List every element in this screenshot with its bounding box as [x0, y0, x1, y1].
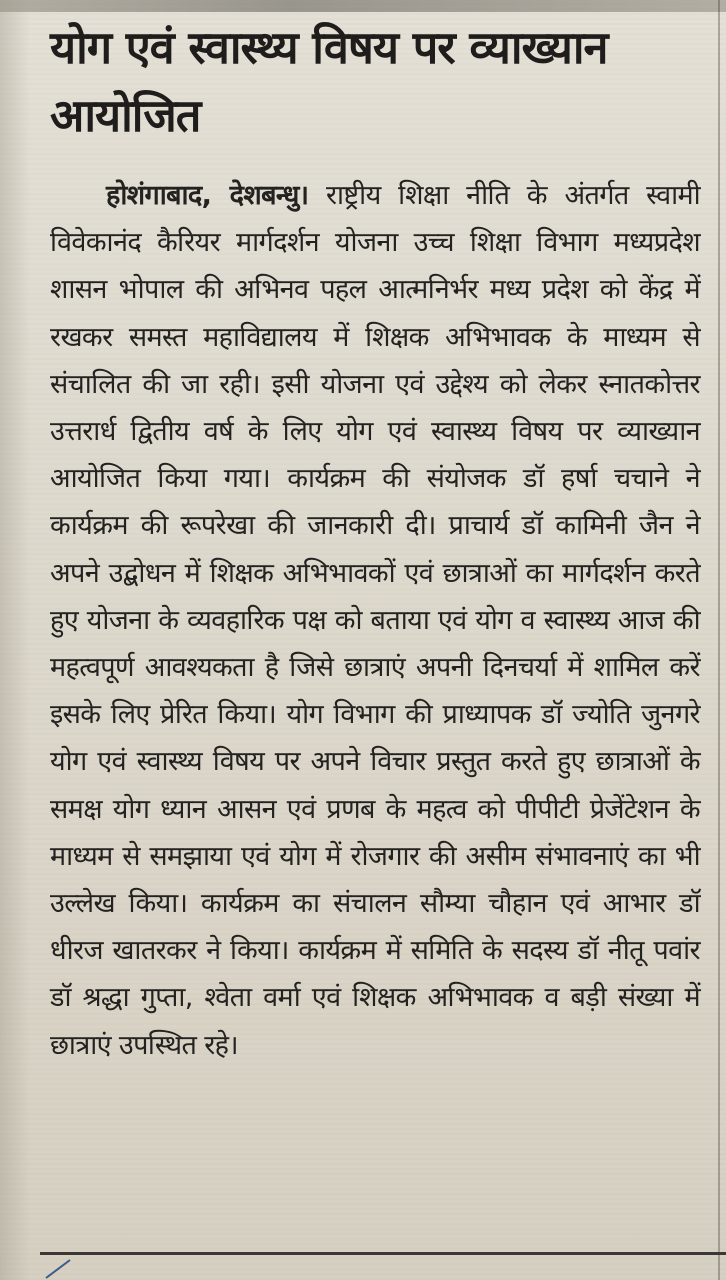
column-divider-rule: [718, 0, 720, 1280]
pen-mark-icon: [40, 1238, 100, 1280]
bottom-rule: [40, 1252, 726, 1255]
article-body-text: राष्ट्रीय शिक्षा नीति के अंतर्गत स्वामी विवेकानंद कैरियर मार्गदर्शन योजना उच्च शिक्षा विभाग मध्यप्रदेश शासन भोपाल की अभिनव पहल आत्मनिर्भर मध्य प्रदेश को केंद्र में रखकर समस्त महाविद्यालय में शिक्षक अभिभावक के माध्यम से संचालित की जा रही। इसी योजना एवं उद्देश्य को लेकर स्नातकोत्तर उत्तरार्ध द्वितीय वर्ष के लिए योग एवं स्वास्थ्य विषय पर व्याख्यान आयोजित किया गया। कार्यक्रम की संयोजक डॉ हर्षा चचाने ने कार्यक्रम की रूपरेखा की जानकारी दी। प्राचार्य डॉ कामिनी जैन ने अपने उद्बोधन में शिक्षक अभिभावकों एवं छात्राओं का मार्गदर्शन करते हुए योजना के व्यवहारिक पक्ष को बताया एवं योग व स्वास्थ्य आज की महत्वपूर्ण आवश्यकता है जिसे छात्राएं अपनी दिनचर्या में शामिल करें इसके लिए प्रेरित किया। योग विभाग की प्राध्यापक डॉ ज्योति जुनगरे योग एवं स्वास्थ्य विषय पर अपने विचार प्रस्तुत करते हुए छात्राओं के समक्ष योग ध्यान आसन एवं प्रणब के महत्व को पीपीटी प्रेजेंटेशन के माध्यम से समझाया एवं योग में रोजगार की असीम संभावनाएं का भी उल्लेख किया। कार्यक्रम का संचालन सौम्या चौहान एवं आभार डॉ धीरज खातरकर ने किया। कार्यक्रम में समिति के सदस्य डॉ नीतू पवांर डॉ श्रद्धा गुप्ता, श्वेता वर्मा एवं शिक्षक अभिभावक व बड़ी संख्या में छात्राएं उपस्थित रहे।: [50, 180, 701, 1061]
left-margin-shadow: [0, 0, 30, 1280]
article-body: [50, 172, 700, 1069]
article-dateline: होशंगाबाद, देशबन्धु।: [106, 180, 309, 211]
torn-top-edge: [0, 0, 726, 12]
article-headline: योग एवं स्वास्थ्य विषय पर व्याख्यान आयोजित: [50, 21, 608, 142]
